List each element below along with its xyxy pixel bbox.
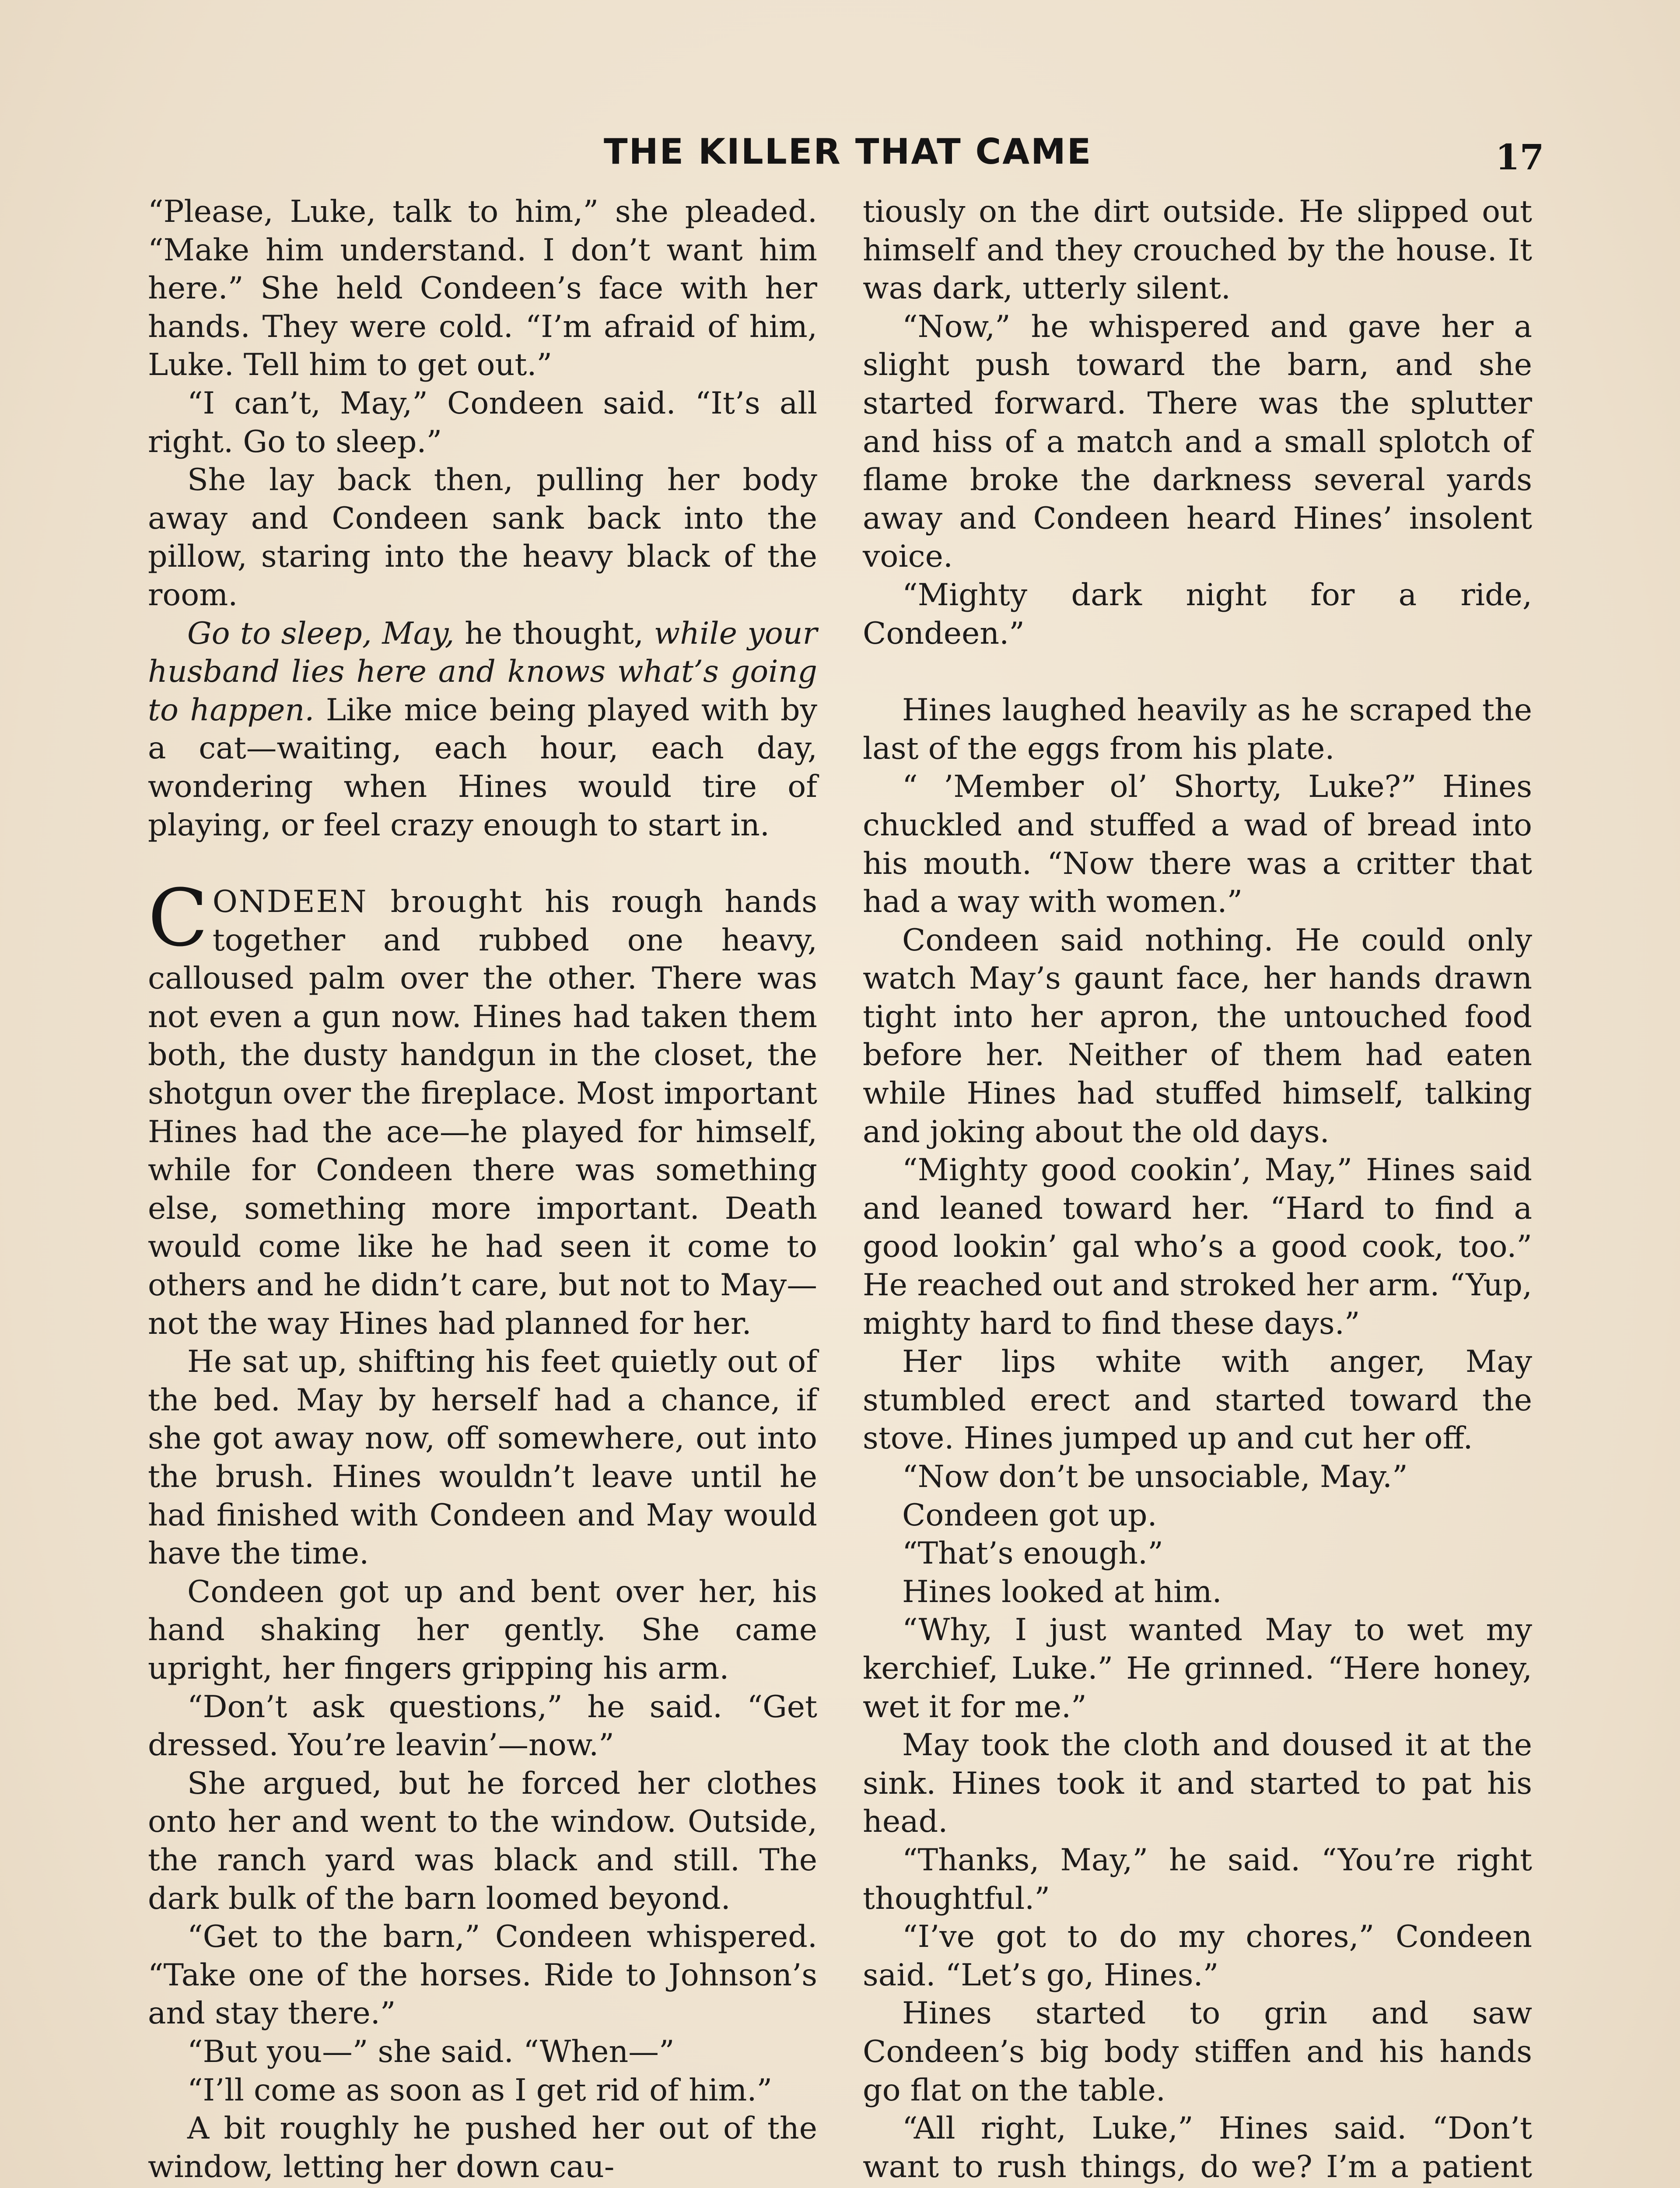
running-title: THE KILLER THAT CAME: [604, 131, 1092, 172]
paragraph-italic-thought: [148, 614, 817, 845]
paragraph: “Mighty dark night for a ride, Condeen.”: [863, 577, 1532, 651]
paragraph: “ ’Member ol’ Shorty, Luke?” Hines chuckled and stuffed a wad of bread into his mouth. “Now there was a critter that had a way with women.”: [863, 769, 1532, 920]
paragraph: May took the cloth and doused it at the sink. Hines took it and started to pat his head.: [863, 1727, 1532, 1840]
paragraph: She lay back then, pulling her body away and Condeen sank back into the pillow, staring into the heavy black of the room.: [148, 462, 817, 613]
paragraph: “Now,” he whispered and gave her a slight push toward the barn, and she started forward. There was the splutter and hiss of a match and a small splotch of flame broke the darkness several yards away and Condeen heard Hines’ insolent voice.: [863, 309, 1532, 575]
paragraph: “I’ll come as soon as I get rid of him.”: [187, 2072, 773, 2108]
paragraph: “Now don’t be unsociable, May.”: [902, 1459, 1408, 1494]
paragraph-text: Like mice being played with by a cat—waiting, each hour, each day, wondering when Hines would tire of playing, or feel crazy enough to start in.: [148, 692, 817, 843]
small-caps-lead: ONDEEN brought: [212, 884, 523, 920]
paragraph: He sat up, shifting his feet quietly out of the bed. May by herself had a chance, if she got away now, off somewhere, out into the brush. Hines wouldn’t leave until he had finished with Condeen and May would have the time.: [148, 1344, 817, 1571]
paragraph: “That’s enough.”: [902, 1536, 1163, 1571]
paragraph: “But you—” she said. “When—”: [187, 2034, 675, 2069]
page-number: 17: [1495, 137, 1544, 178]
paragraph: “Don’t ask questions,” he said. “Get dressed. You’re leavin’—now.”: [148, 1689, 817, 1763]
paragraph: “Get to the barn,” Condeen whispered. “Take one of the horses. Ride to Johnson’s and stay there.”: [148, 1919, 817, 2031]
paragraph: A bit roughly he pushed her out of the window, letting her down cau-: [148, 2111, 817, 2184]
paragraph: Condeen got up.: [902, 1497, 1157, 1533]
section-opening-paragraph: [148, 873, 817, 1343]
left-column: [148, 193, 817, 2186]
drop-cap: C: [148, 873, 208, 964]
paragraph-text: he thought,: [454, 615, 654, 651]
paragraph: Condeen said nothing. He could only watch May’s gaunt face, her hands drawn tight into her apron, the untouched food before her. Neither of them had eaten while Hines had stuffed himself, talking and joking about the old days.: [863, 922, 1532, 1150]
right-column: [863, 193, 1532, 2188]
paragraph: “Thanks, May,” he said. “You’re right thoughtful.”: [863, 1842, 1532, 1916]
paragraph: “Mighty good cookin’, May,” Hines said and leaned toward her. “Hard to find a good lookin’ gal who’s a good cook, too.” He reached out and stroked her arm. “Yup, mighty hard to find these days.”: [863, 1152, 1532, 1341]
paragraph: Condeen got up and bent over her, his hand shaking her gently. She came upright, her fingers gripping his arm.: [148, 1574, 817, 1686]
paragraph: Her lips white with anger, May stumbled erect and started toward the stove. Hines jumped up and cut her off.: [863, 1344, 1532, 1456]
paragraph: She argued, but he forced her clothes onto her and went to the window. Outside, the ranch yard was black and still. The dark bulk of the barn loomed beyond.: [148, 1765, 817, 1916]
paragraph: “Please, Luke, talk to him,” she pleaded. “Make him understand. I don’t want him here.” She held Condeen’s face with her hands. They were cold. “I’m afraid of him, Luke. Tell him to get out.”: [148, 194, 817, 383]
italic-text: while your husband lies here and knows what’s going to happen.: [148, 615, 817, 728]
paragraph: Hines laughed heavily as he scraped the last of the eggs from his plate.: [863, 692, 1532, 766]
paragraph: “I’ve got to do my chores,” Condeen said. “Let’s go, Hines.”: [863, 1919, 1532, 1993]
paragraph: “All right, Luke,” Hines said. “Don’t want to rush things, do we? I’m a patient: [863, 2111, 1532, 2184]
paragraph: Hines looked at him.: [902, 1574, 1222, 1609]
paragraph: tiously on the dirt outside. He slipped out himself and they crouched by the house. It was dark, utterly silent.: [863, 194, 1532, 306]
italic-text: Go to sleep, May,: [187, 615, 455, 651]
paragraph: “Why, I just wanted May to wet my kerchief, Luke.” He grinned. “Here honey, wet it for me.”: [863, 1612, 1532, 1725]
paragraph: “I can’t, May,” Condeen said. “It’s all right. Go to sleep.”: [148, 385, 817, 459]
paragraph-text: his rough hands together and rubbed one heavy, calloused palm over the other. There was not even a gun now. Hines had taken them both, the dusty handgun in the closet, the shotgun over the fireplace. Most important Hines had the ace—he played for himself, while for Condeen there was something else, something more important. Death would come like he had seen it come to others and he didn’t care, but not to May—not the way Hines had planned for her.: [148, 884, 817, 1341]
paragraph: Hines started to grin and saw Condeen’s big body stiffen and his hands go flat on the table.: [863, 1995, 1532, 2108]
